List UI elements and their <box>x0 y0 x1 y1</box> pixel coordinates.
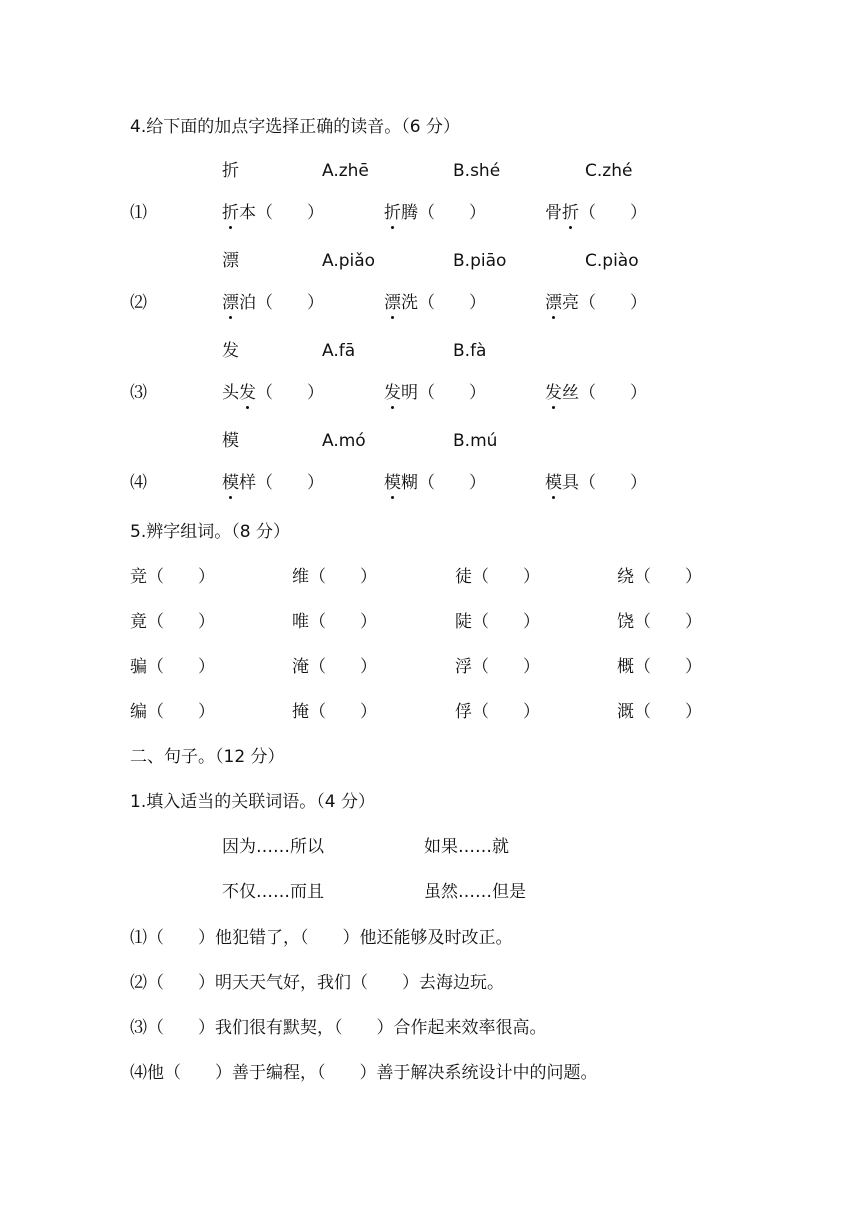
word-suffix-blank: 具（ ） <box>562 473 647 493</box>
pinyin-option: B.fà <box>453 341 487 361</box>
word-suffix-blank: 明（ ） <box>401 383 486 403</box>
conjunction-option: 虽然……但是 <box>424 882 526 902</box>
char-blank: 陡（ ） <box>455 612 540 632</box>
char-blank: 俘（ ） <box>455 702 540 722</box>
dotted-character: 折 <box>562 203 579 223</box>
char-blank: 徒（ ） <box>455 567 540 587</box>
word-suffix-blank: （ ） <box>579 203 647 223</box>
target-character: 折 <box>222 161 239 181</box>
pinyin-option: A.piǎo <box>322 251 376 271</box>
char-blank: 竞（ ） <box>130 567 215 587</box>
char-blank: 淹（ ） <box>292 657 377 677</box>
sentence-item: ⑵（ ）明天天气好，我们（ ）去海边玩。 <box>130 973 504 993</box>
section-2-title: 二、句子。（12 分） <box>130 747 285 767</box>
dotted-word <box>222 292 324 314</box>
word-suffix-blank: 本（ ） <box>239 203 324 223</box>
pinyin-option: B.piāo <box>453 251 507 271</box>
question-5-title: 5.辨字组词。（8 分） <box>130 522 290 542</box>
word-prefix: 骨 <box>545 203 562 223</box>
dotted-word <box>222 472 324 494</box>
dotted-word <box>384 472 486 494</box>
word-suffix-blank: 腾（ ） <box>401 203 486 223</box>
char-blank: 掩（ ） <box>292 702 377 722</box>
conjunction-option: 如果……就 <box>424 837 509 857</box>
dotted-character: 折 <box>384 203 401 223</box>
dotted-character: 漂 <box>222 293 239 313</box>
word-suffix-blank: 丝（ ） <box>562 383 647 403</box>
dotted-word <box>384 202 486 224</box>
item-number: ⑷ <box>130 473 147 493</box>
char-blank: 唯（ ） <box>292 612 377 632</box>
dotted-character: 模 <box>222 473 239 493</box>
pinyin-option: C.zhé <box>585 161 633 181</box>
char-blank: 饶（ ） <box>617 612 702 632</box>
conjunction-option: 不仅……而且 <box>222 882 324 902</box>
pinyin-option: B.mú <box>453 431 498 451</box>
sentence-item: ⑶（ ）我们很有默契，（ ）合作起来效率很高。 <box>130 1018 547 1038</box>
dotted-character: 模 <box>545 473 562 493</box>
sentence-item: ⑴（ ）他犯错了，（ ）他还能够及时改正。 <box>130 928 513 948</box>
pinyin-option: A.fā <box>322 341 356 361</box>
char-blank: 骗（ ） <box>130 657 215 677</box>
dotted-word <box>545 472 647 494</box>
dotted-character: 发 <box>545 383 562 403</box>
item-number: ⑵ <box>130 293 147 313</box>
char-blank: 竟（ ） <box>130 612 215 632</box>
target-character: 模 <box>222 431 239 451</box>
dotted-character: 模 <box>384 473 401 493</box>
subquestion-1-title: 1.填入适当的关联词语。（4 分） <box>130 792 375 812</box>
char-blank: 溉（ ） <box>617 702 702 722</box>
dotted-character: 发 <box>239 383 256 403</box>
dotted-word <box>545 202 647 224</box>
dotted-character: 漂 <box>545 293 562 313</box>
dotted-character: 发 <box>384 383 401 403</box>
pinyin-option: C.piào <box>585 251 639 271</box>
dotted-word <box>222 202 324 224</box>
char-blank: 概（ ） <box>617 657 702 677</box>
dotted-character: 漂 <box>384 293 401 313</box>
pinyin-option: A.mó <box>322 431 366 451</box>
word-prefix: 头 <box>222 383 239 403</box>
word-suffix-blank: 洗（ ） <box>401 293 486 313</box>
word-suffix-blank: 样（ ） <box>239 473 324 493</box>
conjunction-option: 因为……所以 <box>222 837 324 857</box>
question-4-title: 4.给下面的加点字选择正确的读音。（6 分） <box>130 117 460 137</box>
sentence-item: ⑷他（ ）善于编程，（ ）善于解决系统设计中的问题。 <box>130 1063 598 1083</box>
target-character: 发 <box>222 341 239 361</box>
word-suffix-blank: 糊（ ） <box>401 473 486 493</box>
word-suffix-blank: 泊（ ） <box>239 293 324 313</box>
pinyin-option: B.shé <box>453 161 501 181</box>
dotted-word <box>222 382 324 404</box>
dotted-word <box>545 382 647 404</box>
word-suffix-blank: 亮（ ） <box>562 293 647 313</box>
dotted-word <box>384 292 486 314</box>
dotted-word <box>545 292 647 314</box>
char-blank: 浮（ ） <box>455 657 540 677</box>
item-number: ⑴ <box>130 203 147 223</box>
dotted-word <box>384 382 486 404</box>
dotted-character: 折 <box>222 203 239 223</box>
pinyin-option: A.zhē <box>322 161 369 181</box>
char-blank: 编（ ） <box>130 702 215 722</box>
char-blank: 维（ ） <box>292 567 377 587</box>
char-blank: 绕（ ） <box>617 567 702 587</box>
word-suffix-blank: （ ） <box>256 383 324 403</box>
target-character: 漂 <box>222 251 239 271</box>
item-number: ⑶ <box>130 383 147 403</box>
